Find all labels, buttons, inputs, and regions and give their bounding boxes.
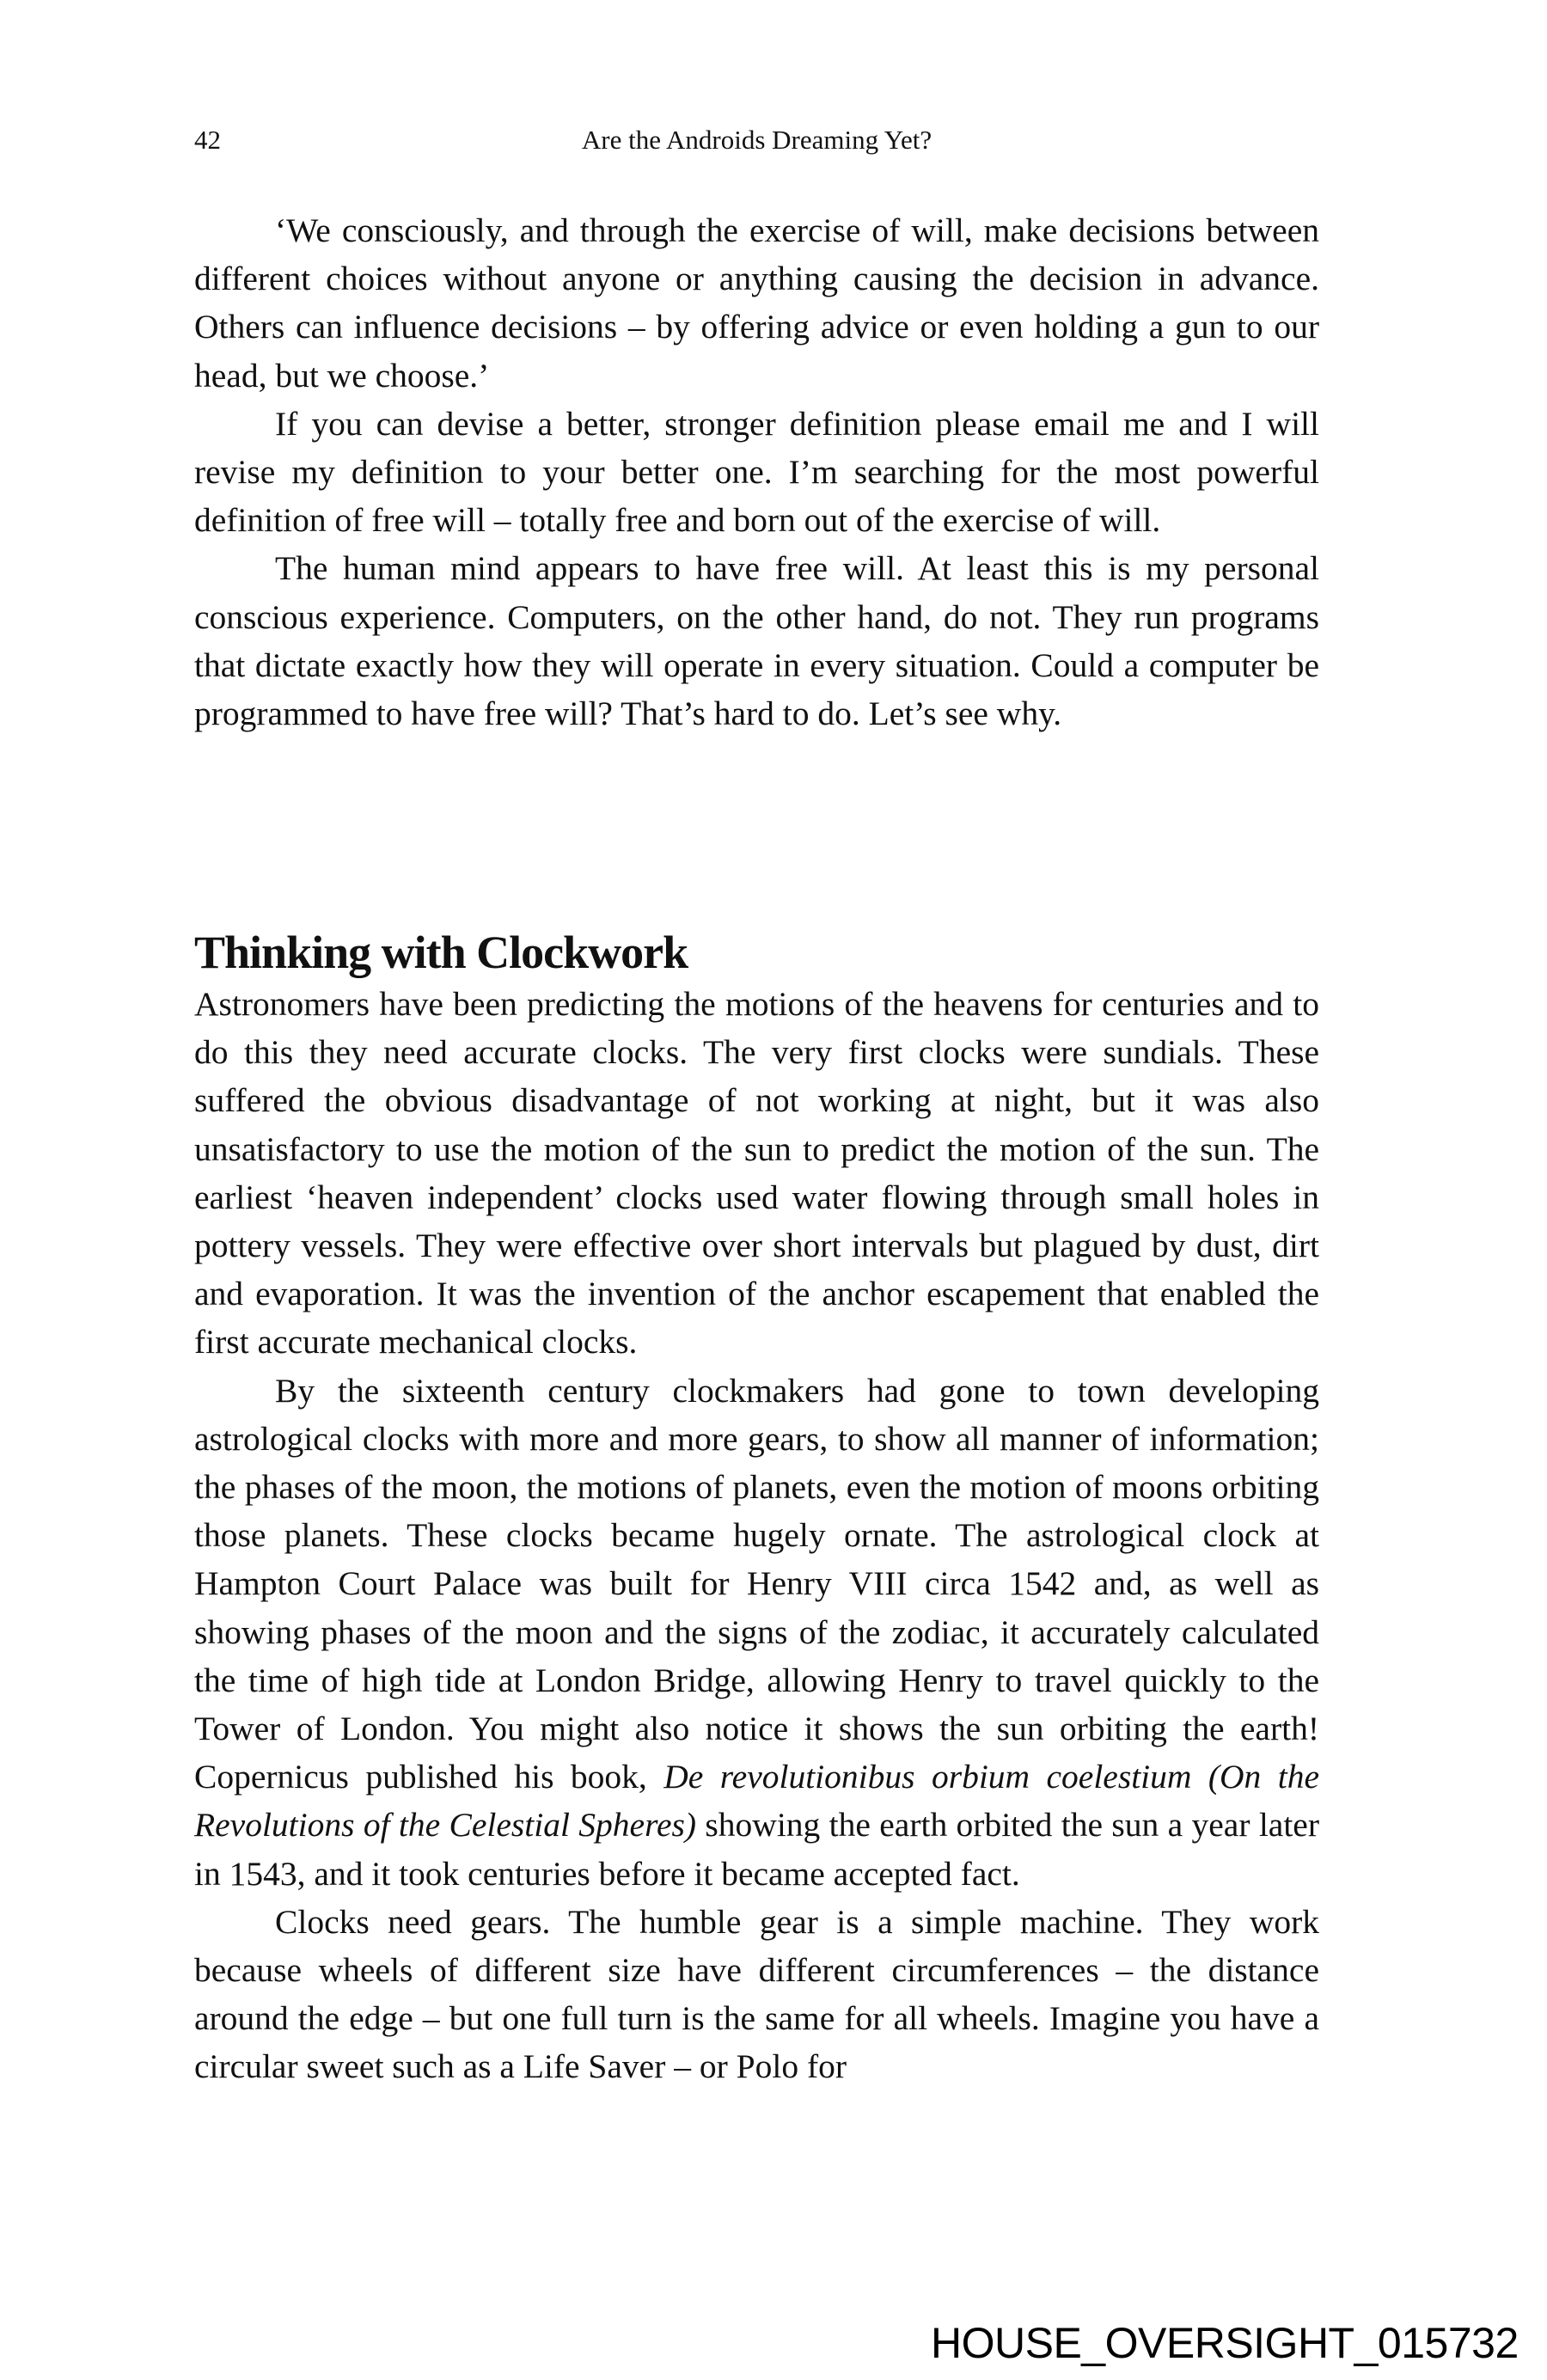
book-title-italic: De revolutionibus orbium coelestium (On the Revolutions of the Celestial Spheres) — [194, 1758, 1320, 1845]
running-title: Are the Androids Dreaming Yet? — [581, 125, 932, 155]
paragraph-text-after-title: showing the earth orbited the sun a year later in 1543, and it took centuries before it became accepted fact. — [194, 1806, 1319, 1893]
paragraph-clocks-need-gears: Clocks need gears. The humble gear is a simple machine. They work because wheels of different size have different circumferences – the distance around the edge – but one full turn is the same for all wheels. Imagine you have a circular sweet such as a Life Saver – or Polo for — [194, 1902, 1319, 2086]
body-text-block-a — [194, 206, 1319, 737]
running-head — [194, 123, 1319, 157]
paragraph-free-will-definition-quote: ‘We consciously, and through the exercise of will, make decisions between different choices without anyone or anything causing the decision in advance. Others can influence decisions – by offering advice or even holding a gun to our head, but we choose.’ — [194, 211, 1319, 395]
paragraph-human-mind-free-will: The human mind appears to have free will. At least this is my personal conscious experience. Computers, on the other hand, do not. They run programs that dictate exactly how they will operate in every situation. Could a computer be programmed to have free will? That’s hard to do. Let’s see why. — [194, 549, 1319, 733]
body-text-block-b — [194, 980, 1319, 2091]
page-number: 42 — [194, 125, 221, 155]
paragraph-better-definition-request: If you can devise a better, stronger definition please email me and I will revise my definition to your better one. I’m searching for the most powerful definition of free will – totally free and born out of the exercise of will. — [194, 404, 1319, 540]
section-heading: Thinking with Clockwork — [194, 927, 688, 978]
paragraph-astrological-clocks — [194, 1367, 1319, 1898]
bates-stamp: HOUSE_OVERSIGHT_015732 — [931, 2319, 1519, 2367]
paragraph-astronomers-clocks: Astronomers have been predicting the motions of the heavens for centuries and to do this they need accurate clocks. The very first clocks were sundials. These suffered the obvious disadvantage of not working at night, but it was also unsatisfactory to use the motion of the sun to predict the motion of the sun. The earliest ‘heaven independent’ clocks used water flowing through small holes in pottery vessels. They were effective over short intervals but plagued by dust, dirt and evaporation. It was the invention of the anchor escapement that enabled the first accurate mechanical clocks. — [194, 985, 1319, 1361]
paragraph-text-before-title: By the sixteenth century clockmakers had gone to town developing astrological clocks with more and more gears, to show all manner of information; the phases of the moon, the motions of planets, even the motion of moons orbiting those planets. These clocks became hugely ornate. The astrological clock at Hampton Court Palace was built for Henry VIII circa 1542 and, as well as showing phases of the moon and the signs of the zodiac, it accurately calculated the time of high tide at London Bridge, allowing Henry to travel quickly to the Tower of London. You might also notice it shows the sun orbiting the earth! Copernicus published his book, — [194, 1371, 1319, 1796]
